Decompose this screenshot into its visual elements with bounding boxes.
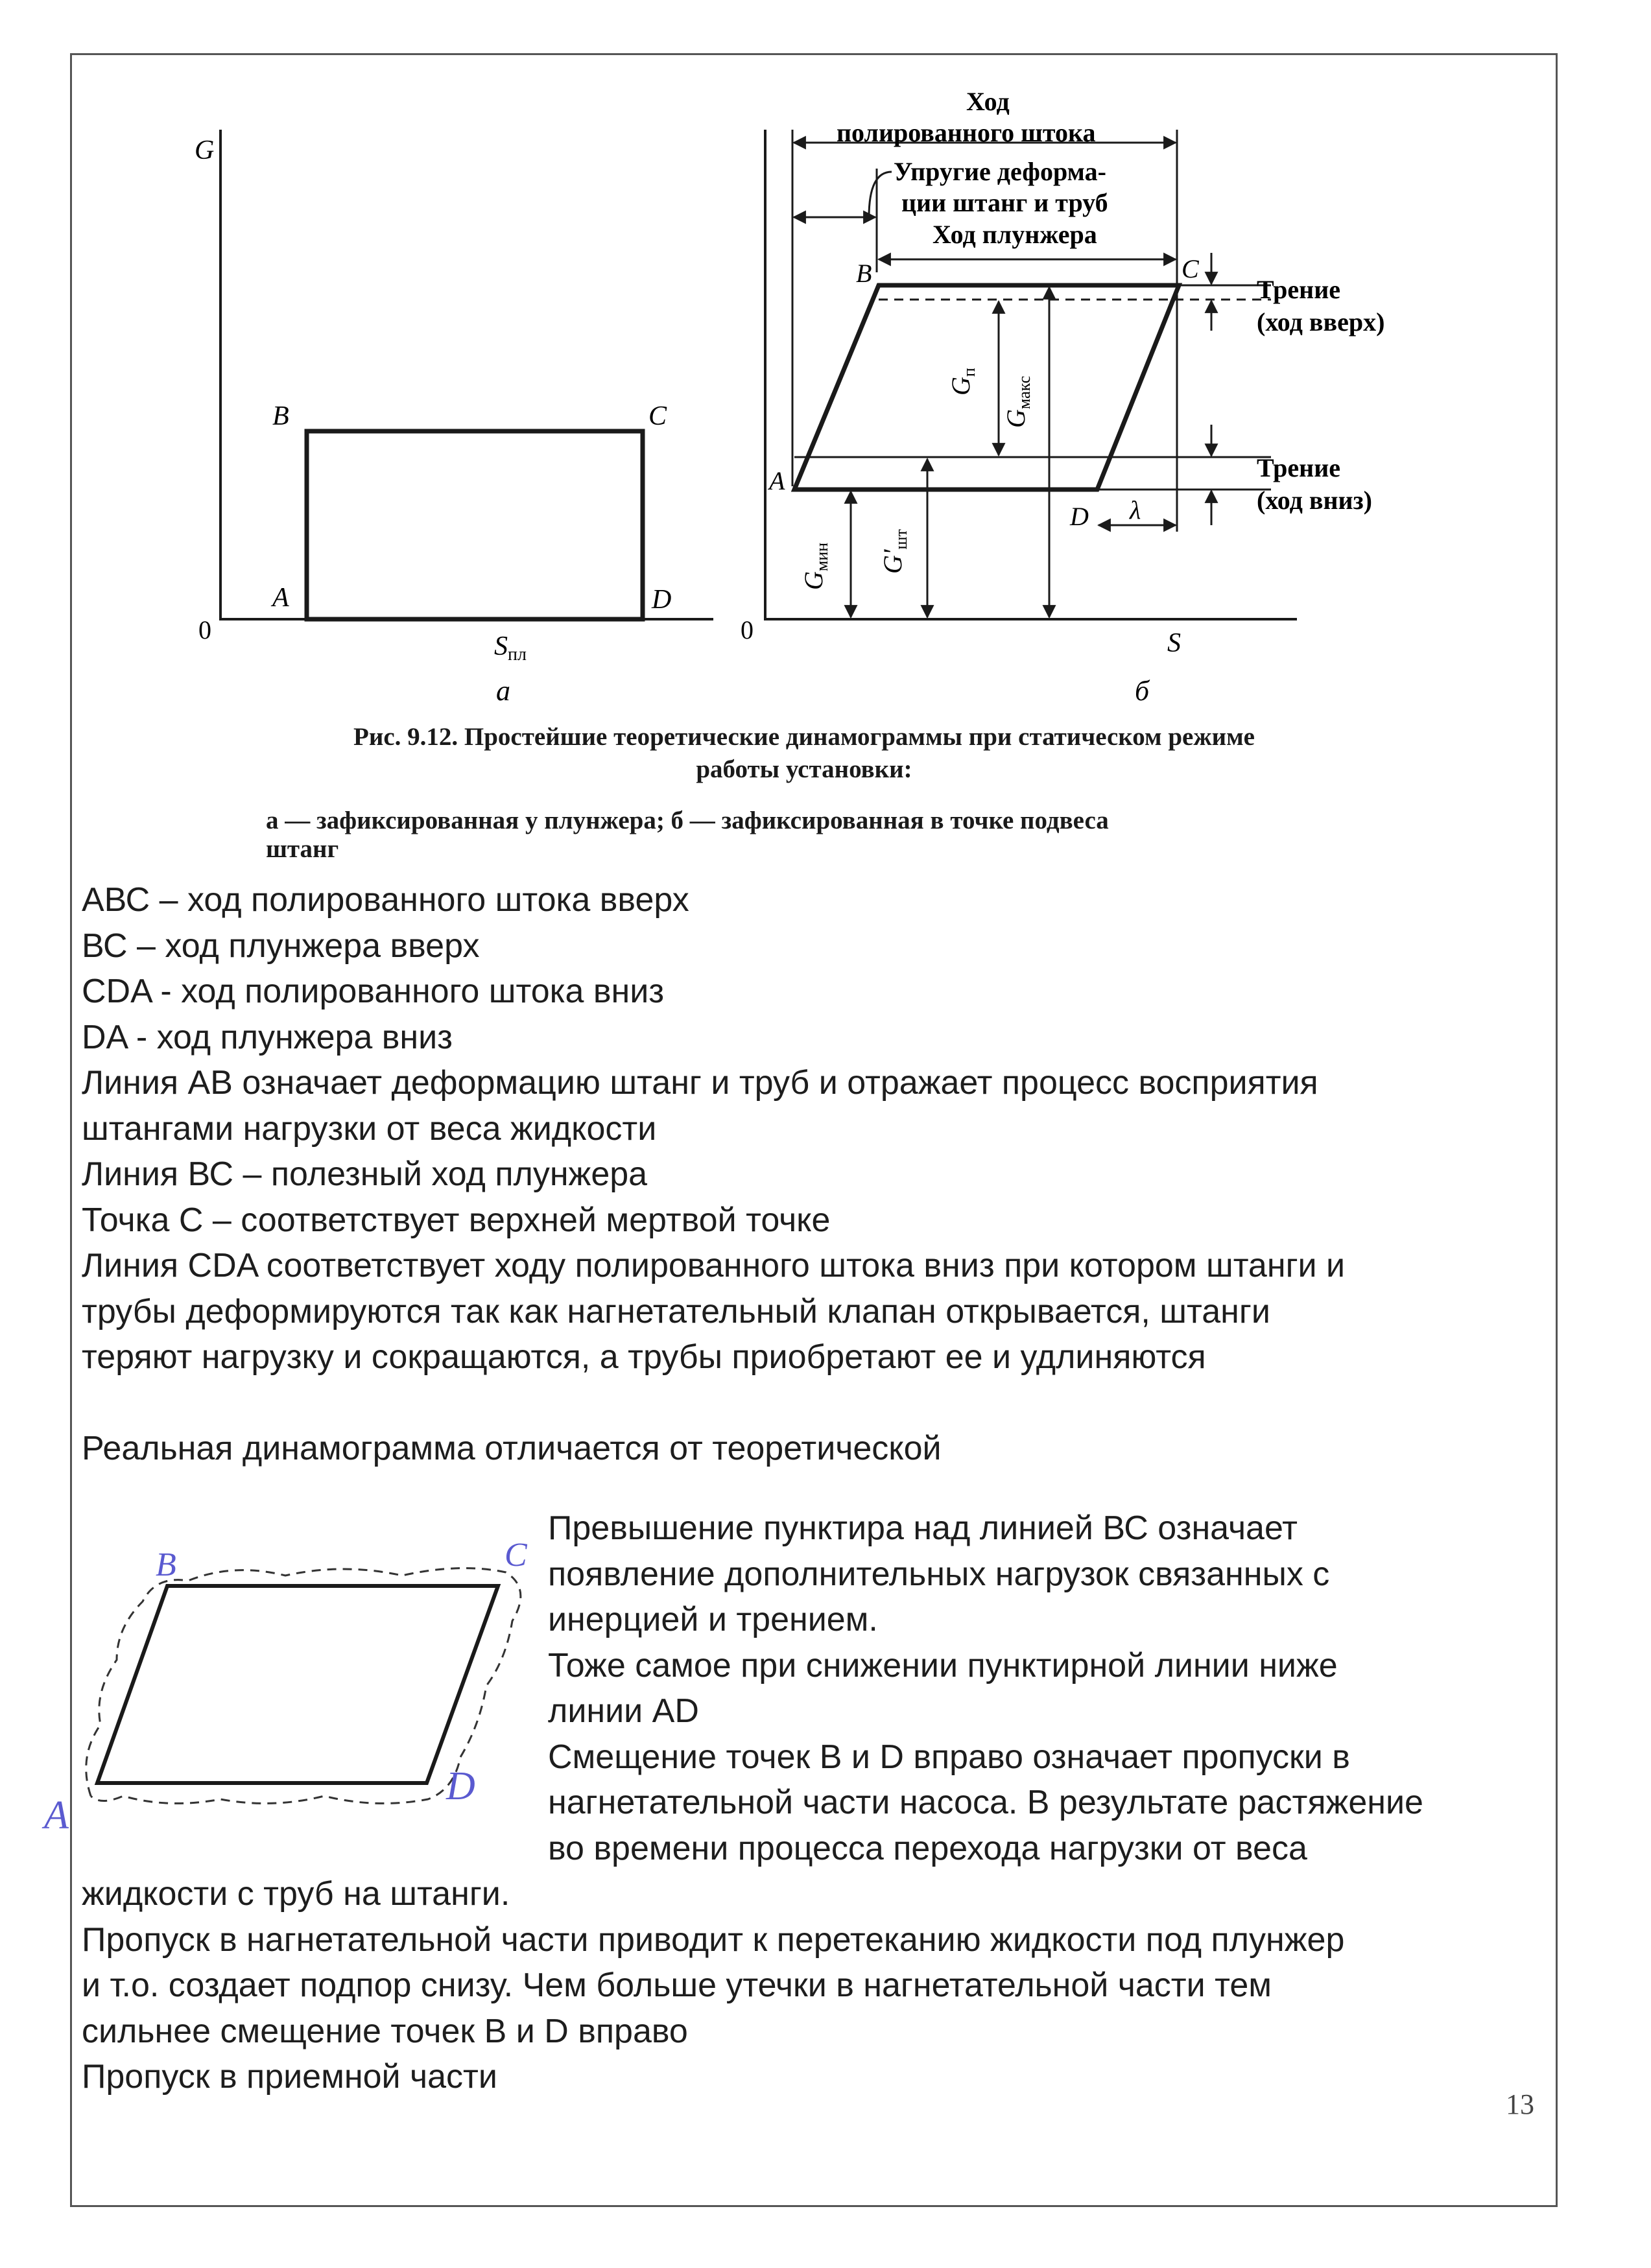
label-hod-plunzher: Ход плунжера <box>932 220 1097 249</box>
sketch-label-c: C <box>505 1537 527 1574</box>
sketch-description <box>548 1506 1547 1871</box>
label-upr-1: Упругие деформа- <box>894 157 1106 186</box>
label-b-c: C <box>1182 254 1199 283</box>
real-diagram-line: Реальная динамограмма отличается от теоретической <box>82 1429 942 1467</box>
right-line: Смещение точек В и D вправо означает пропуски в <box>548 1738 1350 1776</box>
right-line: во времени процесса перехода нагрузки от веса <box>548 1829 1307 1867</box>
label-s-pl: Sпл <box>494 632 527 665</box>
bottom-line: жидкости с труб на штанги. <box>82 1875 510 1913</box>
label-b-b: B <box>856 259 872 288</box>
right-line: Тоже самое при снижении пунктирной линии ниже <box>548 1646 1338 1684</box>
figure-caption <box>195 721 1414 786</box>
figure-a <box>0 0 746 713</box>
panel-label-b: б <box>1135 675 1150 707</box>
label-trenie-up-1: Трение <box>1257 275 1341 304</box>
label-b-d: D <box>1070 502 1089 531</box>
dynamogram-parallelogram <box>794 285 1179 490</box>
panel-label-a: a <box>496 675 510 707</box>
label-lambda: λ <box>1130 495 1141 525</box>
body-line: Линия ВС – полезный ход плунжера <box>82 1155 648 1193</box>
body-line: АВС – ход полированного штока вверх <box>82 881 689 919</box>
dynamogram-rect <box>307 431 643 619</box>
label-g: G <box>195 136 215 165</box>
label-g-p: $G_п$ <box>946 368 979 396</box>
body-text <box>82 877 1541 1471</box>
sketch-label-b: B <box>156 1546 176 1583</box>
label-b-a: A <box>769 466 785 495</box>
caption-line-2: работы установки: <box>696 755 912 783</box>
body-line: теряют нагрузку и сокращаются, а трубы приобретают ее и удлиняются <box>82 1338 1206 1376</box>
real-dynamogram-sketch <box>39 1511 545 1848</box>
right-line: линии AD <box>548 1692 699 1730</box>
figure-b <box>713 65 1491 713</box>
figure-subcaption <box>266 807 1368 864</box>
label-trenie-down-1: Трение <box>1257 453 1341 482</box>
body-line: DA - ход плунжера вниз <box>82 1018 453 1056</box>
sketch-parallelogram <box>97 1586 498 1783</box>
label-trenie-up-2: (ход вверх) <box>1257 307 1385 337</box>
label-a-d: D <box>652 585 672 615</box>
label-trenie-down-2: (ход вниз) <box>1257 486 1372 515</box>
bottom-line: и т.о. создает подпор снизу. Чем больше утечки в нагнетательной части тем <box>82 1967 1272 2004</box>
right-line: нагнетательной части насоса. В результате растяжение <box>548 1784 1423 1821</box>
label-hod-2: полированного штока <box>837 118 1096 147</box>
body-line: Точка С – соответствует верхней мертвой точке <box>82 1201 831 1239</box>
label-a-a: A <box>272 583 289 613</box>
right-line: Превышение пунктира над линией ВС означает <box>548 1509 1298 1547</box>
label-upr-2: ции штанг и труб <box>901 188 1108 217</box>
body-line: трубы деформируются так как нагнетательный клапан открывается, штанги <box>82 1292 1270 1330</box>
body-line: штангами нагрузки от веса жидкости <box>82 1109 657 1148</box>
label-g-maks: $G_{макс}$ <box>1001 375 1034 428</box>
body-line: Линия CDA соответствует ходу полированного штока вниз при котором штанги и <box>82 1247 1346 1284</box>
bottom-text <box>82 1871 1541 2100</box>
body-line: CDA - ход полированного штока вниз <box>82 973 665 1010</box>
label-a-c: C <box>648 401 667 431</box>
right-line: инерцией и трением. <box>548 1601 878 1638</box>
label-g-min: $G_{мин}$ <box>799 542 831 590</box>
body-line: Линия АВ означает деформацию штанг и труб и отражает процесс восприятия <box>82 1064 1318 1102</box>
subcaption-line-1: а — зафиксированная у плунжера; б — зафиксированная в точке подвеса <box>266 807 1109 834</box>
right-line: появление дополнительных нагрузок связанных с <box>548 1555 1330 1593</box>
label-g-sht: $G'_{шт}$ <box>878 529 910 574</box>
subcaption-line-2: штанг <box>266 835 339 863</box>
caption-line-1: Рис. 9.12. Простейшие теоретические динамограммы при статическом режиме <box>353 723 1255 751</box>
label-a-b: B <box>272 401 289 431</box>
bottom-line: Пропуск в приемной части <box>82 2058 497 2096</box>
bottom-line: Пропуск в нагнетательной части приводит к перетеканию жидкости под плунжер <box>82 1920 1345 1959</box>
page-number: 13 <box>1506 2088 1534 2120</box>
label-origin-b: 0 <box>741 615 754 644</box>
label-origin-a: 0 <box>198 615 211 644</box>
sketch-label-a: A <box>44 1793 69 1837</box>
sketch-label-d: D <box>446 1764 475 1808</box>
bottom-line: сильнее смещение точек В и D вправо <box>82 2012 688 2050</box>
label-s: S <box>1167 628 1181 658</box>
body-line: ВС – ход плунжера вверх <box>82 927 480 965</box>
label-hod-1: Ход <box>966 87 1010 116</box>
